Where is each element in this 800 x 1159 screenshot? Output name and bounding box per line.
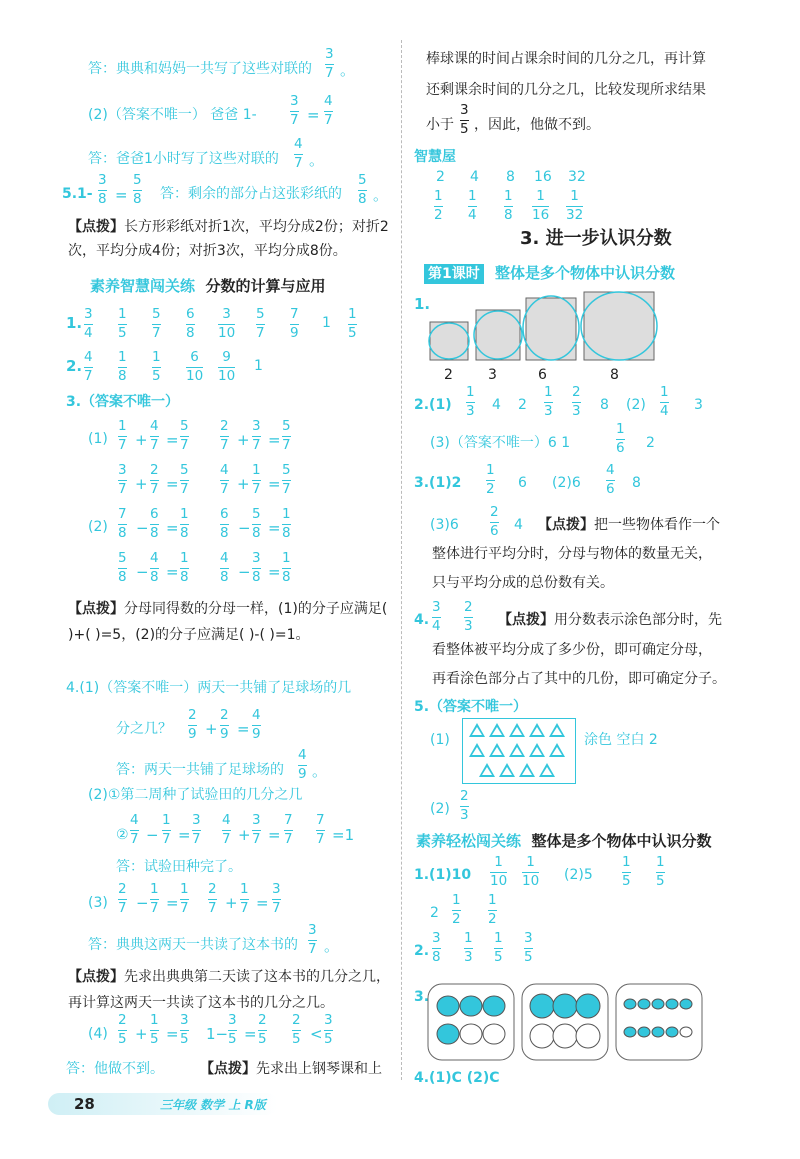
footer-text: 三年级 数学 上 R版 — [160, 1098, 266, 1112]
grid-boxes-figure — [428, 290, 658, 362]
tip-block-3: 【点拨】先求出典典第二天读了这本书的几分之几，再计算这两天一共读了这本书的几分之几。 — [68, 969, 390, 1011]
section-title-2: 素养轻松闯关练 整体是多个物体中认识分数 — [416, 832, 712, 850]
triangle-grid — [462, 718, 576, 784]
column-divider — [401, 40, 402, 1080]
chapter-title: 3. 进一步认识分数 — [520, 228, 672, 249]
page-number: 28 — [74, 1095, 95, 1113]
section-title-1: 素养智慧闯关练 分数的计算与应用 — [90, 277, 326, 295]
fruit-plates-figure — [426, 980, 726, 1066]
answer-line-1: 答：典典和妈妈一共写了这些对联的 — [88, 61, 312, 77]
answer-line-4b: 答：剩余的部分占这张彩纸的 — [160, 186, 342, 202]
q4-1: 4.(1)（答案不唯一）两天一共铺了足球场的几 — [66, 680, 352, 696]
fraction: 3 7 — [325, 46, 334, 81]
answer-line-2: (2)（答案不唯一） 爸爸 1- — [88, 107, 257, 123]
answer-line-3: 答：爸爸1小时写了这些对联的 — [88, 151, 279, 167]
tip-block-2: 【点拨】分母同得数的分母一样，(1)的分子应满足( )+( )=5，(2)的分子应满足( )-( )=1。 — [68, 601, 388, 643]
tip-block-1: 【点拨】长方形彩纸对折1次，平均分成2份；对折2次，平均分成4份；对折3次，平均分成8份。 — [68, 219, 389, 259]
zhx-label: 智慧屋 — [414, 149, 456, 165]
answer-line-4: 5.1- — [62, 186, 93, 202]
lesson-banner: 第1课时 整体是多个物体中认识分数 — [424, 262, 675, 284]
